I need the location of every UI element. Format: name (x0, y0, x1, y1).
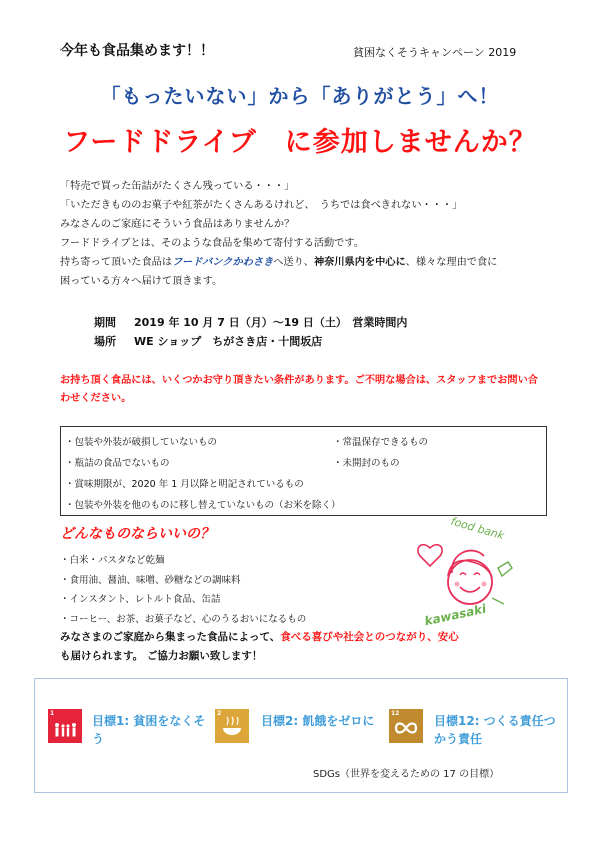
closing-part-c: も届けられます。 ご協力お願い致します！ (60, 650, 263, 662)
condition-item: ・瓶詰の食品でないもの (65, 458, 170, 469)
sdg-goal-2-icon (215, 709, 249, 743)
sdg-number: 12 (391, 710, 400, 717)
list-item: ・白米・パスタなど乾麺 (60, 555, 165, 566)
condition-item: ・未開封のもの (333, 458, 400, 469)
campaign-name: 貧困なくそうキャンペーン 2019 (353, 46, 517, 59)
intro-line: フードドライブとは、そのような食品を集めて寄付する活動です。 (60, 238, 364, 249)
header-left: 今年も食品集めます！！ (60, 43, 214, 59)
intro-text (60, 177, 550, 291)
food-bowl-icon (215, 709, 249, 743)
sdgs-caption: SDGs（世界を変えるための 17 の目標） (313, 769, 500, 780)
sdg-label-line: 目標1: 貧困をなくそ (92, 714, 206, 728)
period-label: 期間 (94, 316, 116, 329)
intro-text-c: へ送り、 (273, 257, 314, 268)
place-label: 場所 (94, 335, 116, 348)
period-row (94, 313, 407, 332)
intro-line: 「特売で買った缶詰がたくさん残っている・・・」 (60, 181, 295, 192)
conditions-box (60, 426, 547, 516)
foodbank-logo (412, 514, 522, 630)
good-items-list (60, 551, 306, 629)
region-text: 神奈川県内を中心に (313, 257, 406, 268)
sdg-number: 2 (217, 710, 222, 717)
condition-item: ・包装や外装が破損していないもの (65, 437, 218, 448)
intro-text-a: 持ち寄って頂いた食品は (60, 257, 173, 268)
headline-main: フードドライブ に参加しませんか？ (63, 127, 537, 158)
condition-item: ・賞味期限が、2020 年 1 月以降と明記されているもの (65, 479, 304, 490)
list-item: ・インスタント、レトルト食品、缶詰 (60, 594, 221, 605)
notice-text: お持ち頂く食品には、いくつかお守り頂きたい条件があります。ご不明な場合は、スタッフまでお問い合わせください。 (60, 375, 538, 404)
event-info (94, 313, 407, 351)
headline-sub: 「もったいない」から「ありがとう」へ！ (100, 84, 500, 108)
intro-line: 困っている方々へ届けて頂きます。 (60, 276, 223, 287)
place-row (94, 332, 407, 351)
sdg-number: 1 (50, 710, 55, 717)
sdg-label-line: かう責任 (434, 732, 483, 746)
closing-text (60, 628, 540, 666)
sdg-goal-12-label (434, 712, 556, 748)
intro-line: みなさんのご家庭にそういう食品はありませんか？ (60, 219, 295, 230)
place-value: WE ショップ ちがさき店・十間坂店 (134, 335, 323, 348)
condition-item: ・包装や外装を他のものに移し替えていないもの（お米を除く） (65, 500, 341, 511)
foodbank-name: フードバンクかわさき (172, 257, 274, 268)
intro-line (60, 253, 550, 272)
good-items-heading: どんなものならいいの？ (60, 526, 214, 542)
period-value: 2019 年 10 月 7 日（月）～19 日（土） 営業時間内 (134, 316, 408, 329)
intro-text-e: 、様々な理由で食に (405, 257, 498, 268)
sdgs-panel (34, 678, 568, 793)
infinity-icon (389, 709, 423, 743)
family-icon (48, 709, 82, 743)
logo-text-top: food bank (449, 514, 506, 543)
list-item: ・食用油、醤油、味噌、砂糖などの調味料 (60, 574, 241, 586)
closing-part-a: みなさまのご家庭から集まった食品によって、 (60, 631, 281, 643)
sdg-goal-1-icon (48, 709, 82, 743)
sdg-label-line: 目標12: つくる責任つ (434, 714, 556, 728)
list-item: ・コーヒー、お茶、お菓子など、心のうるおいになるもの (60, 613, 307, 625)
sdg-goal-1-label (92, 712, 205, 748)
closing-highlight: 食べる喜びや社会とのつながり、安心 (280, 631, 459, 643)
intro-line: 「いただきもののお菓子や紅茶がたくさんあるけれど、 うちでは食べきれない・・・」 (60, 200, 463, 211)
sdg-goal-12-icon (389, 709, 423, 743)
condition-item: ・常温保存できるもの (333, 437, 429, 448)
sdg-goal-2-label (261, 712, 374, 730)
sdg-label-line: う (92, 732, 105, 746)
logo-text-bottom: kawasaki (423, 601, 488, 629)
sdg-label-line: 目標2: 飢餓をゼロに (261, 714, 375, 728)
